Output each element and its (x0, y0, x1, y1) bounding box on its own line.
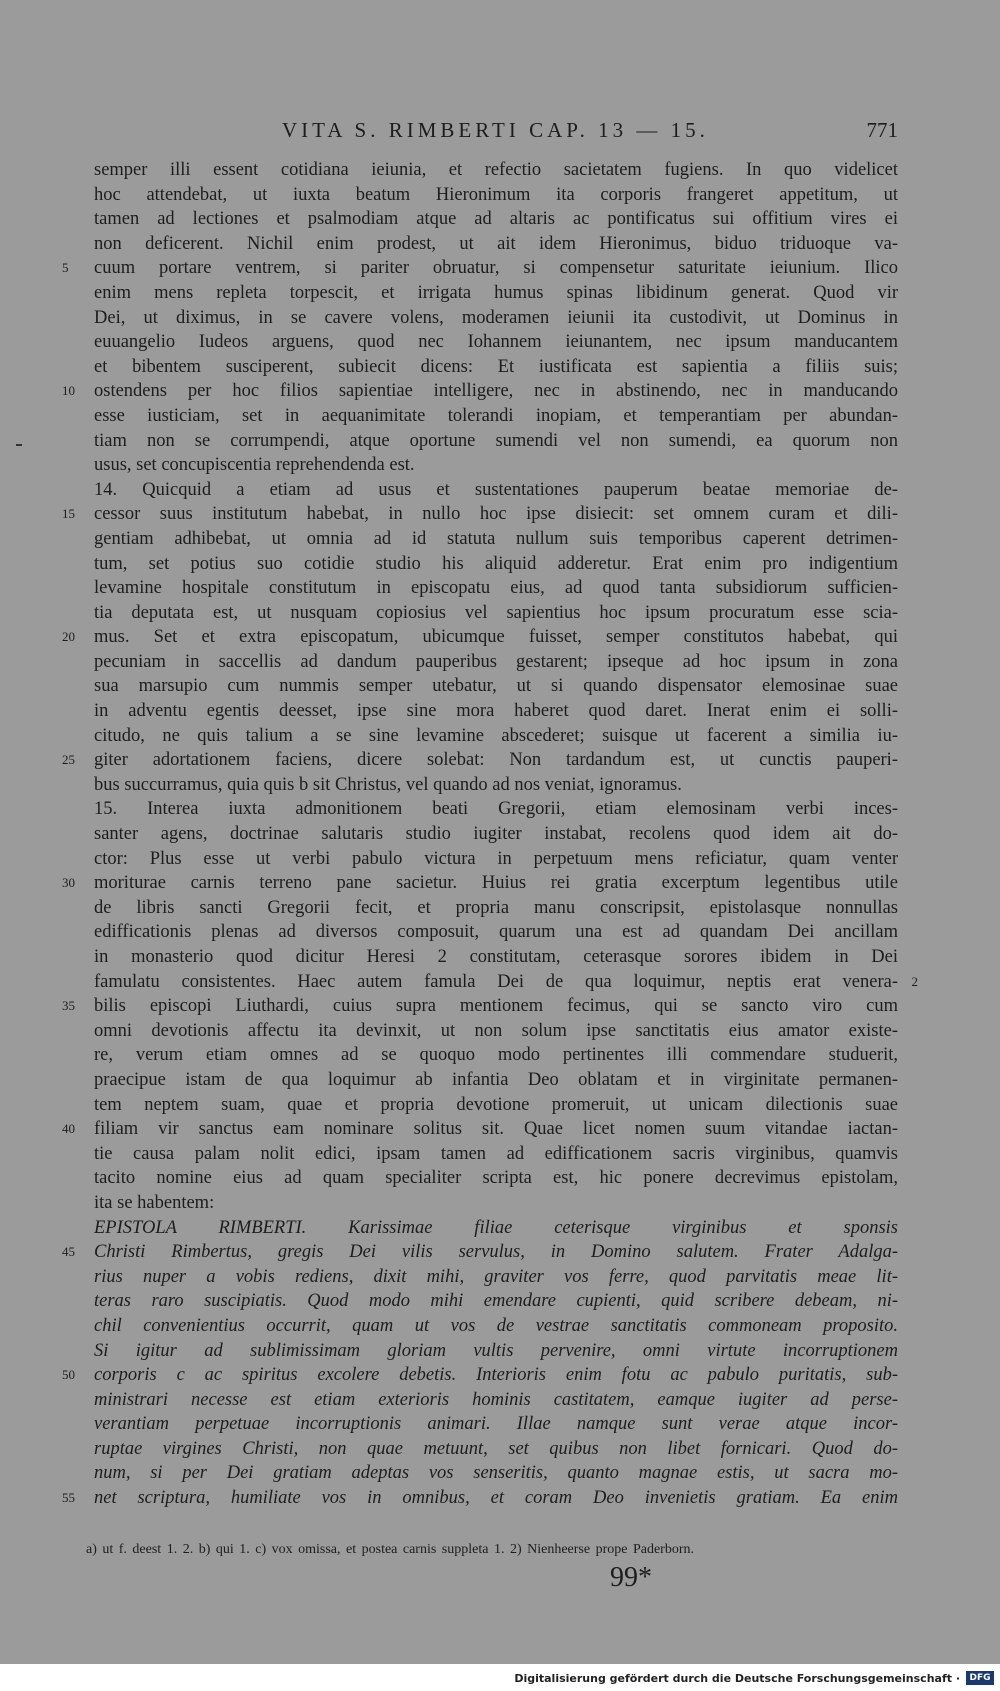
line-text: de libris sancti Gregorii fecit, et propria manu conscripsit, epistolasque nonnullas (94, 897, 898, 918)
line-number: 15 (62, 506, 75, 522)
line-text: moriturae carnis terreno pane sacietur. Huius rei gratia excerptum legentibus utile (94, 873, 898, 894)
text-line (94, 1093, 898, 1118)
line-text: usus, set concupiscentia reprehendenda est. (94, 455, 415, 476)
text-line (94, 1142, 898, 1167)
body-text (62, 158, 918, 1511)
line-text: ruptae virgines Christi, non quae metuunt, set quibus non libet fornicari. Quod do- (94, 1438, 898, 1459)
text-line (94, 1191, 898, 1216)
text-line (94, 1019, 898, 1044)
text-line (62, 1117, 898, 1142)
text-line (94, 232, 898, 257)
line-text: semper illi essent cotidiana ieiunia, et refectio sacietatem fugiens. In quo videlicet (94, 160, 898, 180)
text-line (94, 699, 898, 724)
text-line (62, 871, 898, 896)
line-number: 5 (62, 260, 69, 276)
text-line (94, 920, 898, 945)
text-line (94, 576, 898, 601)
line-text: re, verum etiam omnes ad se quoquo modo pertinentes illi commendare studuerit, (94, 1045, 898, 1066)
line-text: corporis c ac spiritus excolere debetis. Interioris enim fotu ac pabulo puritatis, sub- (94, 1365, 898, 1386)
page-number: 771 (866, 118, 898, 142)
line-text: EPISTOLA RIMBERTI. Karissimae filiae ceterisque virginibus et sponsis (94, 1217, 898, 1238)
text-line (94, 1437, 898, 1462)
line-text: 15. Interea iuxta admonitionem beati Gregorii, etiam elemosinam verbi inces- (94, 799, 898, 820)
line-number: 50 (62, 1367, 75, 1383)
line-text: enim mens repleta torpescit, et irrigata humus spinas libidinum generat. Quod vir (94, 282, 898, 303)
line-text: tamen ad lectiones et psalmodiam atque ad altaris ac pontificatus sui offitium vires ei (94, 209, 898, 230)
line-text: in adventu egentis deesset, ipse sine mora haberet quod daret. Inerat enim ei solli- (94, 701, 898, 722)
footnotes: a) ut f. deest 1. 2. b) qui 1. c) vox omissa, et postea carnis suppleta 1. 2) Nienheerse prope Paderborn. (86, 1542, 695, 1557)
text-line (62, 256, 898, 281)
line-text: filiam vir sanctus eam nominare solitus sit. Quae licet nomen suum vitandae iactan- (94, 1119, 898, 1140)
text-line (94, 429, 898, 454)
text-line (62, 625, 898, 650)
text-line (62, 994, 898, 1019)
text-line (94, 822, 898, 847)
dfg-logo: DFG (966, 1671, 994, 1685)
text-line (94, 773, 898, 798)
text-line (94, 158, 898, 183)
line-text: non deficerent. Nichil enim prodest, ut ait idem Hieronimus, biduo triduoque va- (94, 233, 898, 254)
text-line (94, 330, 898, 355)
line-text: in monasterio quod dicitur Heresi 2 constitutam, ceterasque sorores ibidem in Dei (94, 947, 898, 967)
line-text: teras raro suscipiatis. Quod modo mihi emendare cupienti, quid scribere debeam, ni- (94, 1291, 898, 1312)
line-text: giter adortationem faciens, dicere solebat: Non tardandum est, ut cunctis pauperi- (94, 750, 898, 771)
digitization-bar (0, 1664, 1000, 1691)
text-line (94, 1166, 898, 1191)
line-text: ctor: Plus esse ut verbi pabulo victura in perpetuum mens reficiatur, quam venter (94, 848, 898, 869)
line-text: ministrari necesse est etiam exterioris hominis castitatem, eamque iugiter ad perse- (94, 1389, 898, 1410)
line-text: levamine hospitale constitutum in episcopatu eius, ad quod tanta subsidiorum sufficien- (94, 578, 898, 599)
text-line (62, 1486, 898, 1511)
line-text: citudo, ne quis talium a se sine levamine abscederet; suisque ut facerent a similia iu- (94, 725, 898, 746)
text-line (94, 674, 898, 699)
line-text: sua marsupio cum nummis semper utebatur, ut si quando dispensator elemosinae suae (94, 676, 898, 697)
line-text: pecuniam in saccellis ad dandum pauperibus gestarent; ipseque ad hoc ipsum in zona (94, 651, 898, 672)
text-line (94, 1461, 898, 1486)
line-text: Dei, ut diximus, in se cavere volens, moderamen ieiunii ita custodivit, ut Dominus in (94, 307, 898, 328)
line-text: verantiam perpetuae incorruptionis animari. Illae namque sunt verae atque incor- (94, 1414, 898, 1435)
text-line (62, 379, 898, 404)
text-line (94, 552, 898, 577)
line-number: 10 (62, 383, 75, 399)
text-line (94, 478, 898, 503)
line-text: tum, set potius suo cotidie studio his aliquid adderetur. Erat enim pro indigentium (94, 553, 898, 574)
line-text: famulatu consistentes. Haec autem famula Dei de qua loquimur, neptis erat venera- (94, 971, 898, 992)
line-text: bus succurramus, quia quis b sit Christus, vel quando ad nos veniat, ignoramus. (94, 774, 682, 795)
line-number: 30 (62, 875, 75, 891)
line-text: esse iusticiam, set in aequanimitate tolerandi inopiam, et temperantiam per abundan- (94, 405, 898, 426)
line-number: 20 (62, 629, 75, 645)
line-text: praecipue istam de qua loquimur ab infantia Deo oblatam et in virginitate permanen- (94, 1069, 898, 1090)
line-text: tia deputata est, ut nusquam copiosius vel sapientius hoc ipsum procuratum esse scia- (94, 602, 898, 623)
text-line (94, 1412, 898, 1437)
text-line (94, 404, 898, 429)
line-text: tie causa palam nolit edici, ipsam tamen ad edifficationem sacris virginibus, quamvis (94, 1143, 898, 1164)
text-line (62, 1363, 898, 1388)
line-text: ita se habentem: (94, 1192, 215, 1213)
text-line (94, 453, 898, 478)
text-line (94, 207, 898, 232)
text-line (94, 306, 898, 331)
text-line (94, 355, 898, 380)
line-text: cuum portare ventrem, si pariter obruatur, si compensetur saturitate ieiunium. Ilico (94, 258, 898, 279)
text-line (94, 1314, 898, 1339)
text-line (94, 1289, 898, 1314)
text-line (94, 1216, 898, 1241)
line-text: bilis episcopi Liuthardi, cuius supra mentionem fecimus, qui se sancto viro cum (94, 996, 898, 1017)
line-text: ostendens per hoc filios sapientiae intelligere, nec in abstinendo, nec in manducando (94, 381, 898, 402)
line-text: tem neptem suam, quae et propria devotione promeruit, ut unicam dilectionis suae (94, 1094, 898, 1115)
line-number: 35 (62, 998, 75, 1014)
margin-mark (16, 444, 22, 446)
text-line (94, 183, 898, 208)
line-text: edifficationis plenas ad diversos composuit, quarum una est ad quandam Dei ancillam (94, 922, 898, 943)
text-line (94, 970, 898, 995)
text-line (94, 601, 898, 626)
text-line (94, 724, 898, 749)
line-text: num, si per Dei gratiam adeptas vos senseritis, quanto magnae estis, ut sacra mo- (94, 1463, 898, 1484)
signature-mark: 99* (610, 1562, 652, 1593)
text-line (94, 1388, 898, 1413)
running-title: VITA S. RIMBERTI CAP. 13 — 15. (282, 118, 709, 142)
digitization-note: Digitalisierung gefördert durch die Deutsche Forschungsgemeinschaft · (514, 1672, 960, 1685)
line-text: hoc attendebat, ut iuxta beatum Hieronimum ita corporis frangeret appetitum, ut (94, 184, 898, 205)
line-text: rius nuper a vobis rediens, dixit mihi, graviter vos ferre, quod parvitatis meae lit- (94, 1266, 898, 1287)
line-text: cessor suus institutum habebat, in nullo hoc ipse disiecit: set omnem curam et dili- (94, 504, 898, 525)
line-number: 55 (62, 1490, 75, 1506)
page-header (92, 118, 898, 148)
line-number: 45 (62, 1244, 75, 1260)
line-text: et bibentem susciperent, subiecit dicens: Et iustificata est sapientia a filiis suis; (94, 356, 898, 377)
line-text: chil convenientius occurrit, quam ut vos de vestrae sanctitatis commoneam proposito. (94, 1315, 898, 1336)
text-line (94, 797, 898, 822)
text-line (94, 281, 898, 306)
line-text: mus. Set et extra episcopatum, ubicumque fuisset, semper constitutos habebat, qui (94, 627, 898, 648)
line-text: net scriptura, humiliate vos in omnibus, et coram Deo invenietis gratiam. Ea enim (94, 1488, 898, 1509)
line-text: Si igitur ad sublimissimam gloriam vultis pervenire, omni virtute incorruptionem (94, 1340, 898, 1361)
line-text: tiam non se corrumpendi, atque oportune sumendi vel non sumendi, ea quorum non (94, 430, 898, 451)
text-line (94, 847, 898, 872)
text-line (62, 502, 898, 527)
line-text: Christi Rimbertus, gregis Dei vilis servulus, in Domino salutem. Frater Adalga- (94, 1242, 898, 1263)
margin-note: 2 (911, 973, 918, 989)
text-line (94, 1339, 898, 1364)
text-line (94, 1043, 898, 1068)
line-text: tacito nomine eius ad quam specialiter scripta est, hic ponere decrevimus epistolam, (94, 1168, 898, 1189)
text-line (94, 896, 898, 921)
text-line (62, 748, 898, 773)
line-text: santer agens, doctrinae salutaris studio iugiter instabat, recolens quod idem ait do- (94, 824, 898, 845)
text-line (94, 650, 898, 675)
line-number: 40 (62, 1121, 75, 1137)
text-line (62, 1240, 898, 1265)
line-text: omni devotionis affectu ita devinxit, ut non solum ipse sanctitatis eius amator existe- (94, 1020, 898, 1041)
line-text: euuangelio Iudeos arguens, quod nec Iohannem ieiunantem, nec ipsum manducantem (94, 332, 898, 353)
line-text: 14. Quicquid a etiam ad usus et sustentationes pauperum beatae memoriae de- (94, 479, 898, 500)
text-line (94, 1068, 898, 1093)
text-line (94, 527, 898, 552)
line-number: 25 (62, 752, 75, 768)
text-line (94, 1265, 898, 1290)
line-text: gentiam adhibebat, ut omnia ad id statuta nullum suis temporibus caperent detrimen- (94, 528, 898, 549)
